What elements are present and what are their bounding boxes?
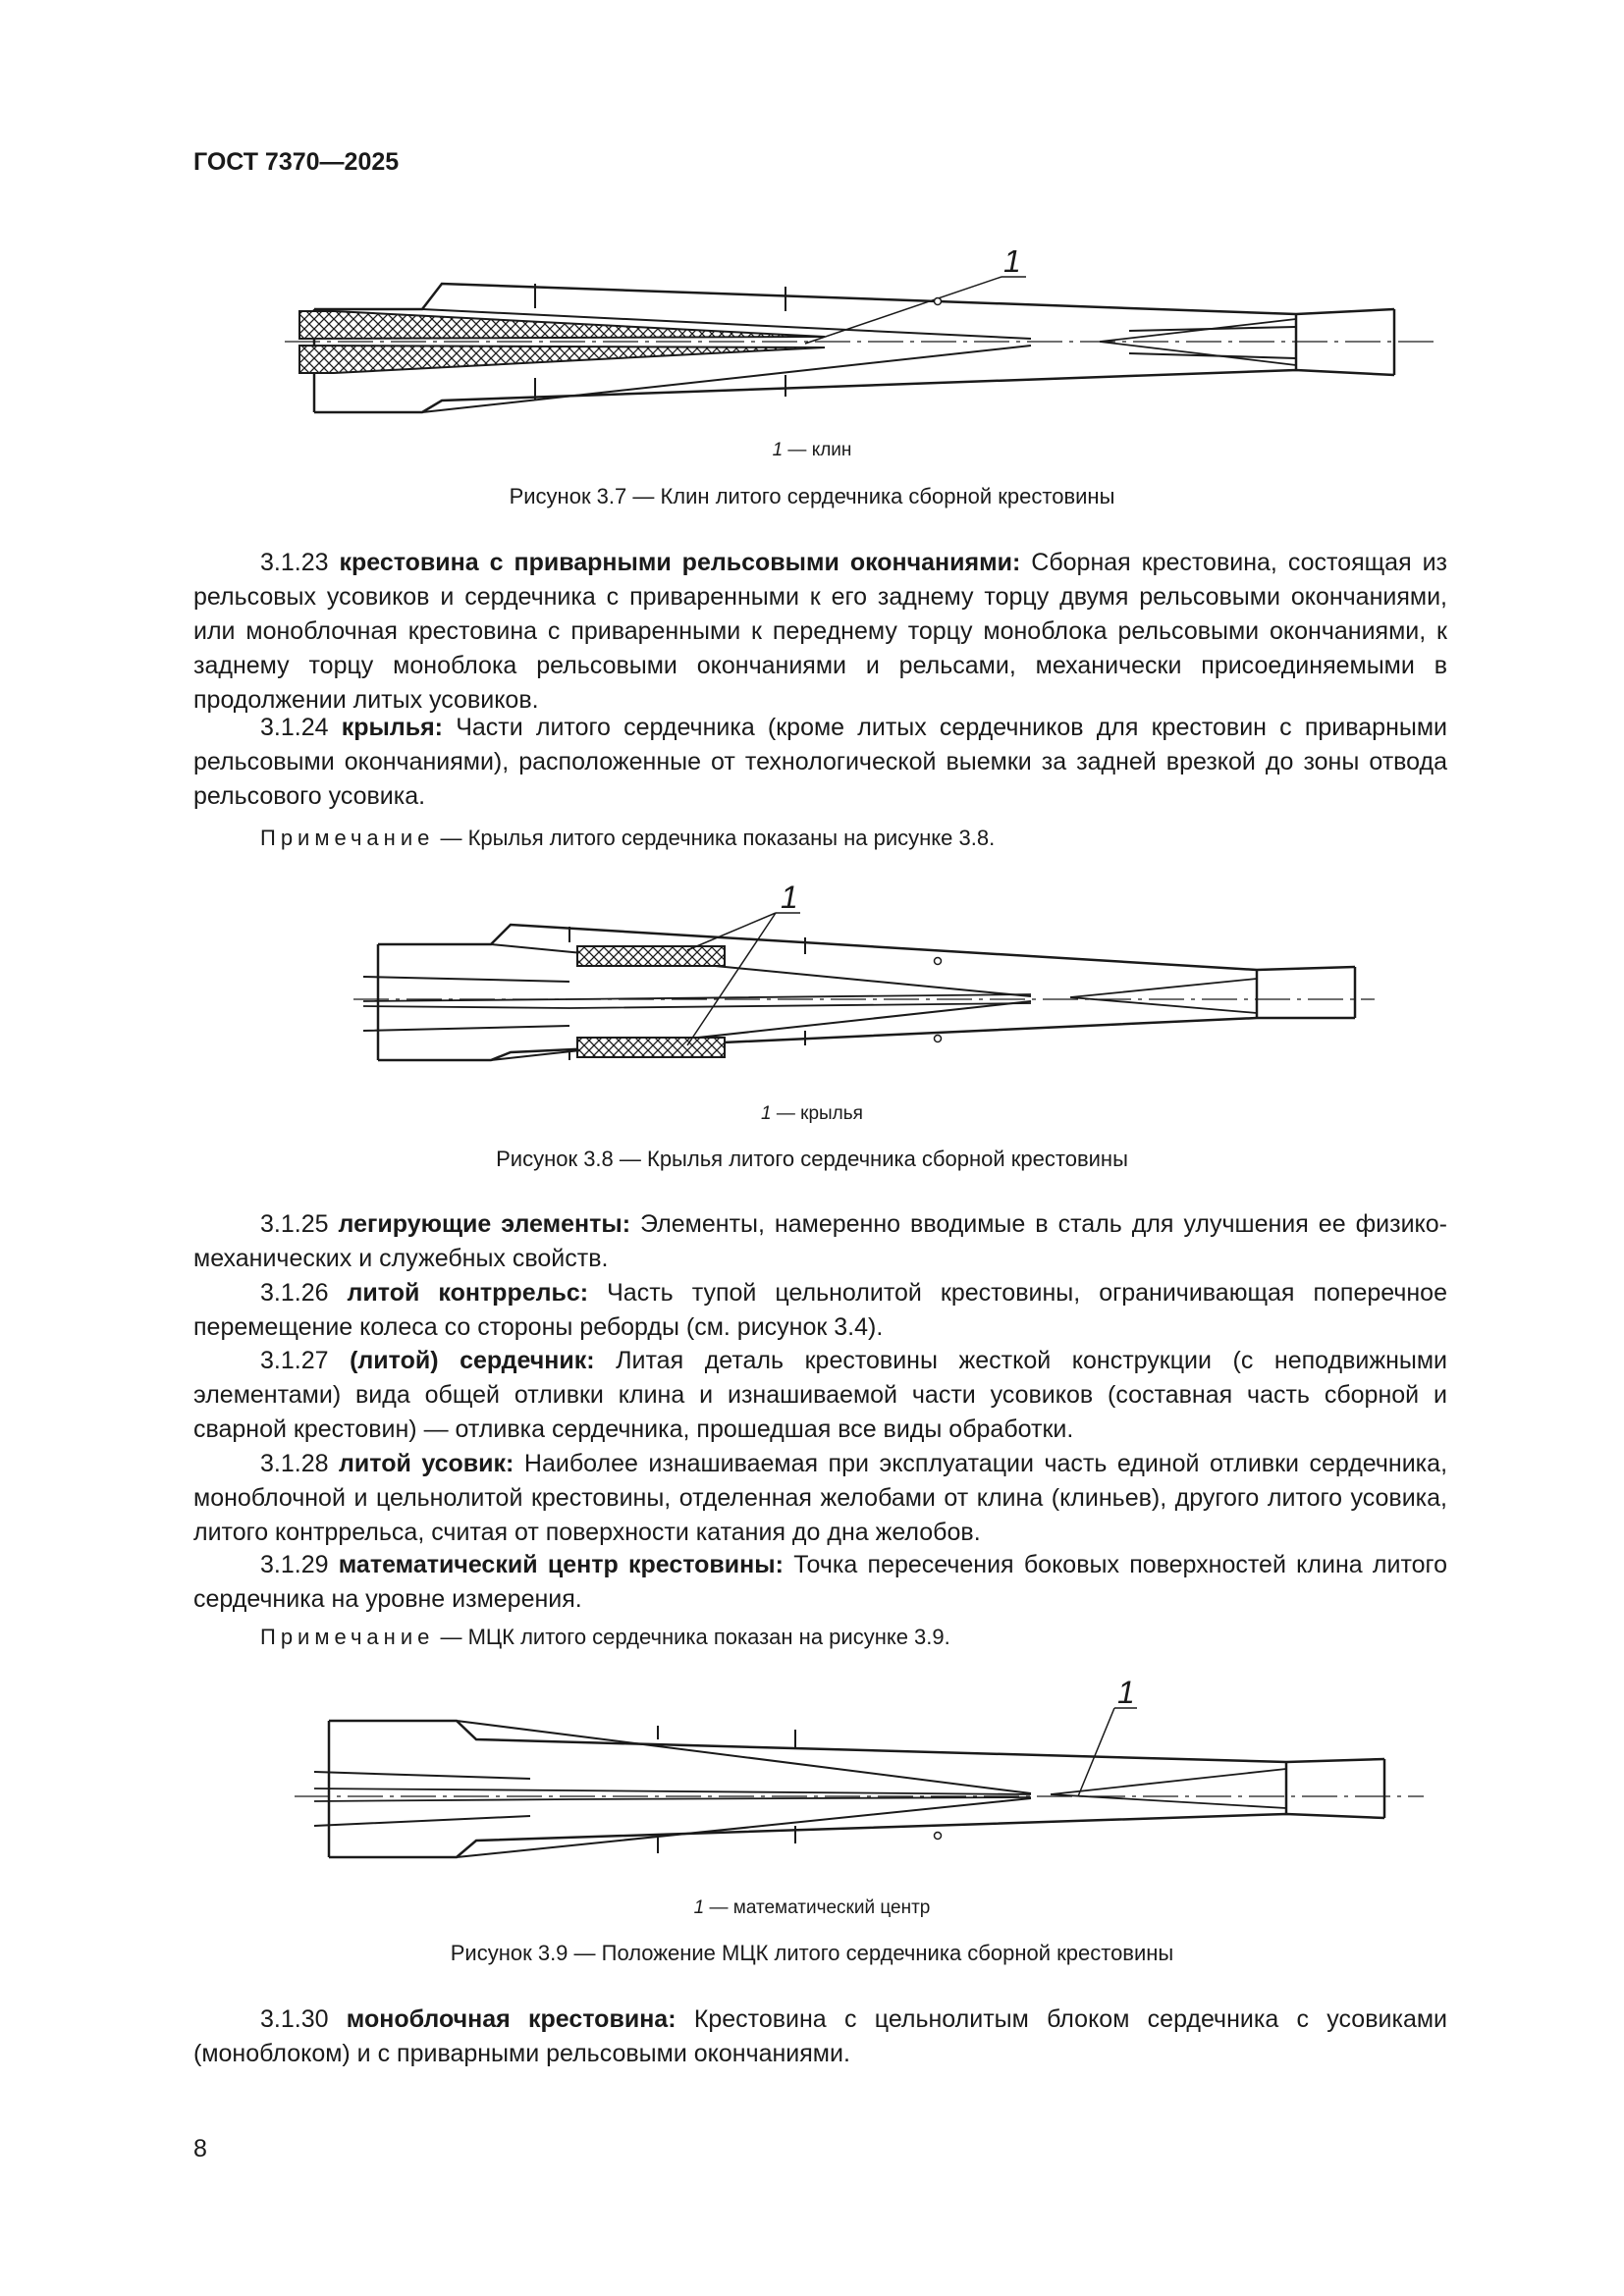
legend-number: 1 (693, 1897, 705, 1918)
figure-3-9 (0, 1679, 1624, 1875)
term: (литой) сердечник: (350, 1347, 595, 1374)
figure-3-8 (0, 883, 1624, 1080)
figure-legend (0, 440, 1624, 461)
frog-drawing-wings (0, 883, 1624, 1080)
legend-number: 1 (761, 1103, 772, 1124)
note: Примечание — Крылья литого сердечника показаны на рисунке 3.8. (260, 826, 996, 850)
term-paragraph: 3.1.29 математический центр крестовины: Точка пересечения боковых поверхностей клина литого сердечника на уровне измерения. (193, 1551, 1448, 1613)
term: моноблочная крестовина: (346, 2005, 677, 2033)
term-paragraph: 3.1.26 литой контррельс: Часть тупой цельнолитой крестовины, ограничивающая поперечное перемещение колеса со стороны реборды (см. рисунок 3.4). (193, 1279, 1447, 1341)
figure-3-7 (0, 250, 1624, 427)
term: литой усовик: (339, 1450, 514, 1477)
figure-caption: Рисунок 3.9 — Положение МЦК литого сердечника сборной крестовины (450, 1941, 1174, 1965)
figure-legend (0, 1897, 1624, 1919)
term: легирующие элементы: (338, 1210, 631, 1238)
term: крестовина с приварными рельсовыми окончаниями: (339, 549, 1021, 576)
figure-caption: Рисунок 3.7 — Клин литого сердечника сборной крестовины (509, 484, 1115, 508)
term-paragraph: 3.1.23 крестовина с приварными рельсовыми окончаниями: Сборная крестовина, состоящая из рельсовых усовиков и сердечника с приваренными к его заднему торцу двумя рельсовыми окончаниями, или моноблочная крестовина с приваренными к переднему торцу моноблока рельсовыми окончаниями, к заднему торцу моноблока рельсовыми окончаниями и рельсами, механически присоединяемыми в продолжении литых усовиков. (193, 549, 1448, 714)
term-paragraph: 3.1.25 легирующие элементы: Элементы, намеренно вводимые в сталь для улучшения ее физико-механических и служебных свойств. (193, 1210, 1447, 1272)
term-paragraph: 3.1.28 литой усовик: Наиболее изнашиваемая при эксплуатации часть единой отливки сердечника, моноблочной и цельнолитой крестовины, отделенная желобами от клина (клиньев), другого литого усовика, литого контррельса, считая от поверхности катания до дна желобов. (193, 1450, 1448, 1546)
figure-caption: Рисунок 3.8 — Крылья литого сердечника сборной крестовины (496, 1147, 1128, 1171)
term: крылья: (341, 714, 443, 741)
note: Примечание — МЦК литого сердечника показан на рисунке 3.9. (260, 1625, 950, 1649)
legend-text: — крылья (771, 1103, 863, 1124)
document-code: ГОСТ 7370—2025 (193, 148, 400, 176)
figure-legend (0, 1103, 1624, 1125)
figure-callout: 1 (781, 883, 798, 915)
term-paragraph: 3.1.24 крылья: Части литого сердечника (кроме литых сердечников для крестовин с приварными рельсовыми окончаниями), расположенные от технологической выемки за задней врезкой до зоны отвода рельсового усовика. (193, 714, 1448, 810)
frog-drawing-math-center (0, 1679, 1624, 1875)
frog-drawing-wedge (0, 250, 1624, 427)
legend-number: 1 (772, 440, 784, 460)
term: литой контррельс: (347, 1279, 589, 1307)
figure-callout: 1 (1003, 250, 1021, 279)
legend-text: — математический центр (704, 1897, 931, 1918)
legend-text: — клин (783, 440, 852, 460)
term: математический центр крестовины: (338, 1551, 784, 1578)
note-label: Примечание (260, 826, 435, 850)
figure-callout: 1 (1117, 1679, 1135, 1710)
term-paragraph: 3.1.30 моноблочная крестовина: Крестовина с цельнолитым блоком сердечника с усовиками (моноблоком) и с приварными рельсовыми окончаниями. (193, 2005, 1448, 2067)
page-number: 8 (193, 2135, 207, 2163)
term-paragraph: 3.1.27 (литой) сердечник: Литая деталь крестовины жесткой конструкции (с неподвижными элементами) вида общей отливки клина и изнашиваемой части усовиков (составная часть сборной и сварной крестовин) — отливка сердечника, прошедшая все виды обработки. (193, 1347, 1448, 1443)
note-label: Примечание (260, 1625, 435, 1649)
